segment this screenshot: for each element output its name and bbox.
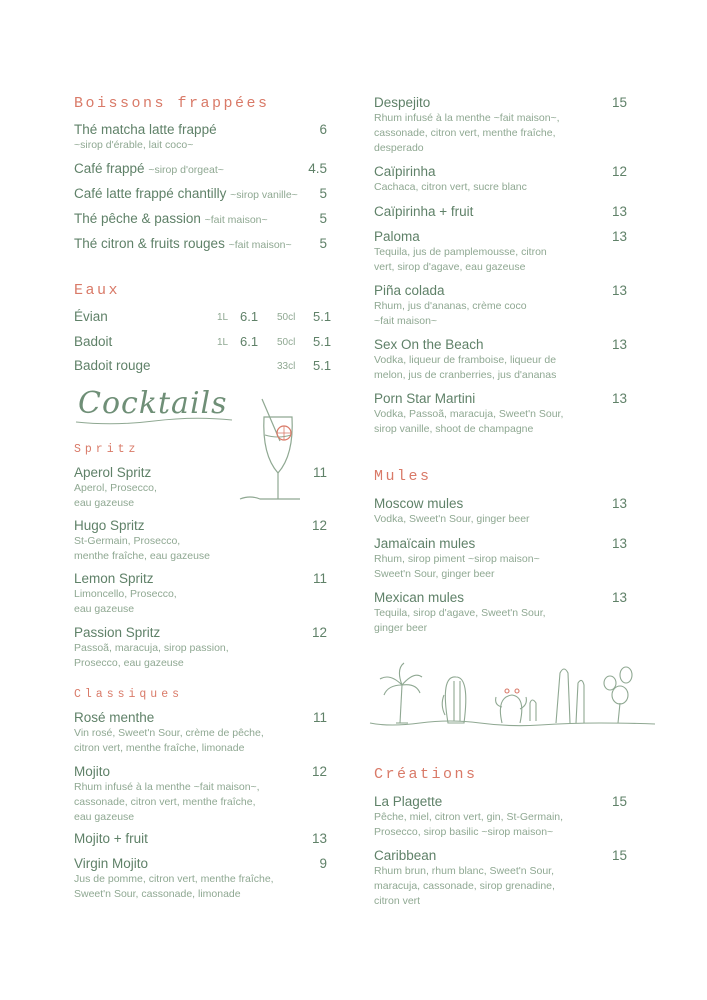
section-title-eaux: Eaux xyxy=(74,282,121,299)
section-title-creations: Créations xyxy=(374,766,478,783)
item-name: Aperol Spritz xyxy=(74,465,152,480)
item-price: 11 xyxy=(312,465,327,480)
item-desc: Passoã, maracuja, sirop passion, Prosecco, eau gazeuse xyxy=(74,642,229,669)
item-desc: St-Germain, Prosecco, menthe fraîche, eau gazeuse xyxy=(74,535,211,562)
item-name: Piña colada xyxy=(374,283,445,298)
item-price: 5 xyxy=(319,236,327,251)
water-size: 1L xyxy=(217,312,229,323)
item-name: Hugo Spritz xyxy=(74,518,145,533)
water-price: 5.1 xyxy=(313,358,332,373)
water-size: 50cl xyxy=(277,337,296,348)
item-desc: Vodka, liqueur de framboise, liqueur de melon, jus de cranberries, jus d'ananas xyxy=(374,354,557,381)
item-price: 15 xyxy=(611,848,627,863)
item-desc: Aperol, Prosecco, eau gazeuse xyxy=(74,482,157,509)
item-desc: Cachaca, citron vert, sucre blanc xyxy=(374,181,527,193)
item-name: Thé matcha latte frappé xyxy=(74,122,217,137)
item-price: 11 xyxy=(312,571,327,586)
item-desc: Rhum infusé à la menthe ~fait maison~, cassonade, citron vert, menthe fraîche, desperado xyxy=(374,112,560,154)
water-size: 33cl xyxy=(277,361,296,372)
water-name: Évian xyxy=(74,309,108,324)
item-name: Mojito xyxy=(74,764,111,779)
item-price: 5 xyxy=(319,211,327,226)
item-name: Despejito xyxy=(374,95,431,110)
item-name: Jamaïcain mules xyxy=(374,536,476,551)
item-price: 6 xyxy=(319,122,327,137)
item-desc: Rhum, sirop piment ~sirop maison~ Sweet'n Sour, ginger beer xyxy=(374,553,540,580)
item-name: Café latte frappé chantilly ~sirop vanille~ xyxy=(74,186,298,201)
item-name: La Plagette xyxy=(374,794,443,809)
item-desc: Vodka, Passoã, maracuja, Sweet'n Sour, sirop vanille, shoot de champagne xyxy=(374,408,564,435)
item-name: Café frappé ~sirop d'orgeat~ xyxy=(74,161,224,176)
item-price: 15 xyxy=(611,95,627,110)
water-size: 50cl xyxy=(277,312,296,323)
item-price: 12 xyxy=(311,625,327,640)
item-price: 4.5 xyxy=(308,161,327,176)
item-name: Virgin Mojito xyxy=(74,856,149,871)
item-desc: Jus de pomme, citron vert, menthe fraîche, Sweet'n Sour, cassonade, limonade xyxy=(74,873,274,900)
water-price: 6.1 xyxy=(240,334,259,349)
spritz-glass-icon xyxy=(240,395,310,510)
item-price: 13 xyxy=(611,229,627,244)
item-name: Paloma xyxy=(374,229,420,244)
item-price: 13 xyxy=(611,590,627,605)
cocktails-underline xyxy=(74,412,234,432)
item-name: Lemon Spritz xyxy=(74,571,154,586)
item-desc: Vodka, Sweet'n Sour, ginger beer xyxy=(374,513,530,525)
item-price: 13 xyxy=(611,337,627,352)
item-desc: Rhum infusé à la menthe ~fait maison~, cassonade, citron vert, menthe fraîche, eau gazeuse xyxy=(74,781,260,823)
item-name: Caribbean xyxy=(374,848,437,863)
item-price: 13 xyxy=(611,391,627,406)
water-price: 5.1 xyxy=(313,309,332,324)
item-name: Passion Spritz xyxy=(74,625,161,640)
item-name: Thé citron & fruits rouges ~fait maison~ xyxy=(74,236,292,251)
water-price: 6.1 xyxy=(240,309,259,324)
item-desc: Rhum brun, rhum blanc, Sweet'n Sour, maracuja, cassonade, sirop grenadine, citron vert xyxy=(374,865,555,907)
item-note: ~sirop d'orgeat~ xyxy=(148,164,224,176)
section-title-boissons-frappees: Boissons frappées xyxy=(74,95,270,112)
item-price: 13 xyxy=(311,831,327,846)
cactus-illustration xyxy=(370,655,660,735)
item-name: Rosé menthe xyxy=(74,710,155,725)
item-price: 13 xyxy=(611,536,627,551)
subsection-title-spritz: Spritz xyxy=(74,443,140,456)
item-price: 12 xyxy=(311,518,327,533)
item-desc: Tequila, sirop d'agave, Sweet'n Sour, ginger beer xyxy=(374,607,546,634)
water-name: Badoit xyxy=(74,334,113,349)
item-desc: ~sirop d'érable, lait coco~ xyxy=(74,139,194,151)
subsection-title-classiques: Classiques xyxy=(74,688,184,701)
water-price: 5.1 xyxy=(313,334,332,349)
item-desc: Pêche, miel, citron vert, gin, St-Germain, Prosecco, sirop basilic ~sirop maison~ xyxy=(374,811,564,838)
item-price: 12 xyxy=(311,764,327,779)
item-name: Mexican mules xyxy=(374,590,465,605)
item-note: ~sirop vanille~ xyxy=(230,189,298,201)
item-name: Mojito + fruit xyxy=(74,831,148,846)
item-desc: Rhum, jus d'ananas, crème coco ~fait maison~ xyxy=(374,300,527,327)
cocktails-script-title: Cocktails xyxy=(78,386,228,421)
item-price: 12 xyxy=(611,164,627,179)
water-size: 1L xyxy=(217,337,229,348)
item-price: 11 xyxy=(312,710,327,725)
water-name: Badoit rouge xyxy=(74,358,151,373)
item-desc: Tequila, jus de pamplemousse, citron vert, sirop d'agave, eau gazeuse xyxy=(374,246,547,273)
item-price: 13 xyxy=(611,496,627,511)
item-note: ~fait maison~ xyxy=(228,239,292,251)
item-price: 9 xyxy=(319,856,327,871)
item-name: Thé pêche & passion ~fait maison~ xyxy=(74,211,268,226)
item-name: Porn Star Martini xyxy=(374,391,476,406)
item-note: ~fait maison~ xyxy=(204,214,268,226)
section-title-mules: Mules xyxy=(374,468,432,485)
item-price: 13 xyxy=(611,283,627,298)
item-name: Caïpirinha xyxy=(374,164,436,179)
item-name: Sex On the Beach xyxy=(374,337,484,352)
item-price: 5 xyxy=(319,186,327,201)
item-desc: Vin rosé, Sweet'n Sour, crème de pêche, citron vert, menthe fraîche, limonade xyxy=(74,727,264,754)
item-price: 13 xyxy=(611,204,627,219)
item-name: Moscow mules xyxy=(374,496,464,511)
item-name: Caïpirinha + fruit xyxy=(374,204,474,219)
item-price: 15 xyxy=(611,794,627,809)
item-desc: Limoncello, Prosecco, eau gazeuse xyxy=(74,588,177,615)
